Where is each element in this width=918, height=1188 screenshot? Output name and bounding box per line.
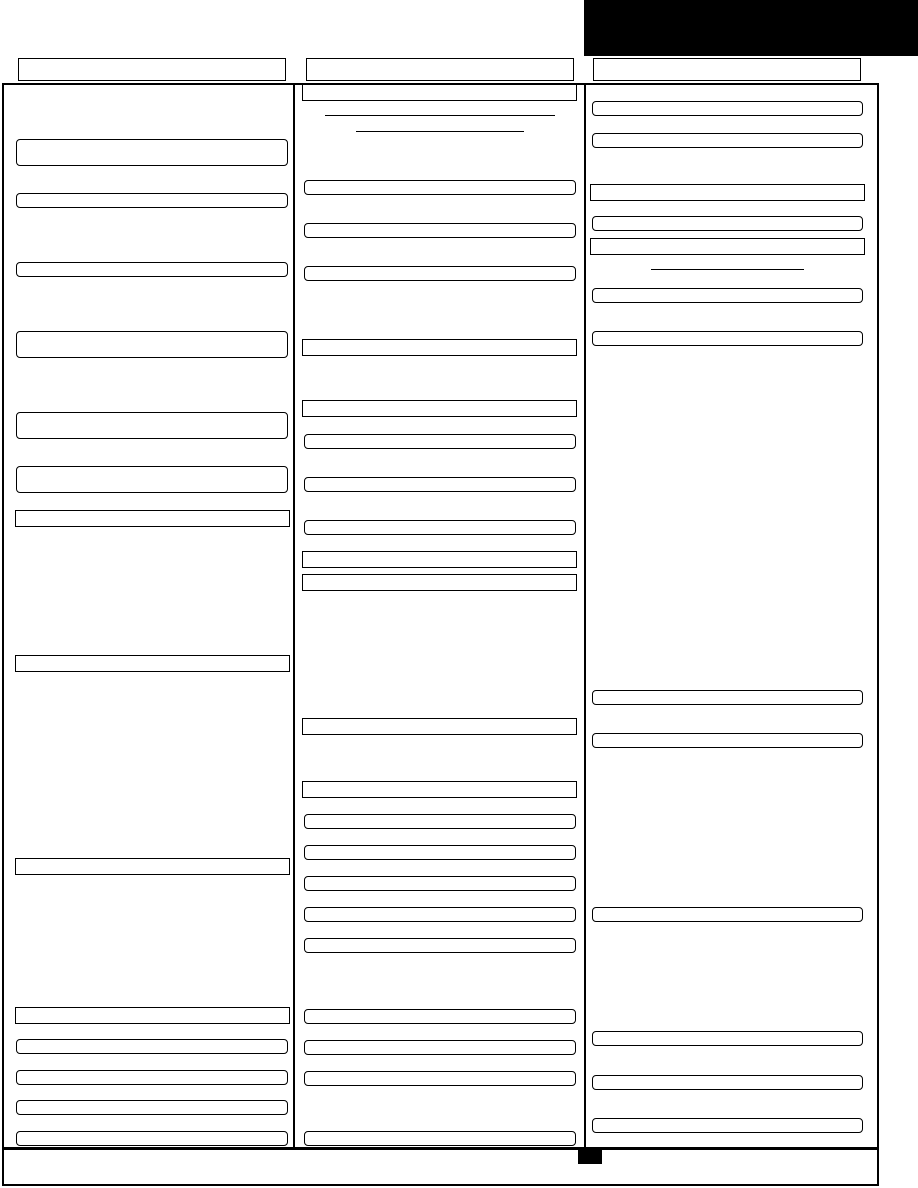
section-box: [302, 781, 577, 798]
section-box: [15, 510, 290, 527]
form-field[interactable]: [304, 180, 576, 195]
column-divider-1: [293, 83, 295, 1149]
section-box: [302, 400, 577, 417]
form-field[interactable]: [304, 520, 576, 535]
form-field[interactable]: [592, 101, 863, 116]
form-field[interactable]: [592, 1118, 863, 1133]
form-field[interactable]: [592, 690, 863, 705]
form-field[interactable]: [304, 1071, 576, 1086]
column-header-2: [306, 58, 574, 81]
form-field[interactable]: [592, 733, 863, 748]
title-block: [584, 0, 918, 56]
form-field[interactable]: [304, 1009, 576, 1024]
form-field[interactable]: [304, 1040, 576, 1055]
section-box: [302, 574, 577, 591]
form-field[interactable]: [592, 288, 863, 303]
section-box: [302, 339, 577, 356]
form-field[interactable]: [16, 139, 288, 166]
form-field[interactable]: [16, 193, 288, 208]
section-box: [302, 551, 577, 568]
form-field[interactable]: [304, 1131, 576, 1146]
form-field[interactable]: [592, 1031, 863, 1046]
column-header-3: [593, 58, 861, 81]
section-box: [302, 718, 577, 735]
section-box: [15, 1007, 290, 1024]
form-field[interactable]: [592, 907, 863, 922]
section-box: [302, 84, 577, 101]
form-field[interactable]: [592, 1075, 863, 1090]
heading-underline: [356, 131, 524, 132]
form-field[interactable]: [304, 266, 576, 281]
section-box: [590, 238, 865, 255]
form-field[interactable]: [304, 876, 576, 891]
form-field[interactable]: [592, 331, 863, 346]
form-field[interactable]: [304, 223, 576, 238]
heading-underline: [651, 269, 804, 270]
form-field[interactable]: [16, 262, 288, 277]
form-field[interactable]: [16, 1100, 288, 1115]
form-field[interactable]: [16, 1039, 288, 1054]
section-box: [15, 858, 290, 875]
column-header-1: [18, 58, 286, 81]
form-field[interactable]: [592, 133, 863, 148]
form-field[interactable]: [304, 814, 576, 829]
form-field[interactable]: [16, 466, 288, 493]
form-field[interactable]: [16, 1131, 288, 1146]
section-box: [15, 655, 290, 672]
form-field[interactable]: [16, 1070, 288, 1085]
form-field[interactable]: [304, 434, 576, 449]
column-divider-2: [584, 83, 586, 1149]
footer: [2, 1148, 879, 1186]
section-box: [590, 184, 865, 201]
heading-underline: [325, 115, 555, 116]
form-field[interactable]: [16, 331, 288, 358]
form-field[interactable]: [304, 907, 576, 922]
page-number-tab: [578, 1150, 602, 1164]
form-field[interactable]: [304, 938, 576, 953]
form-field[interactable]: [16, 412, 288, 439]
form-field[interactable]: [304, 477, 576, 492]
form-field[interactable]: [304, 845, 576, 860]
form-field[interactable]: [592, 216, 863, 231]
